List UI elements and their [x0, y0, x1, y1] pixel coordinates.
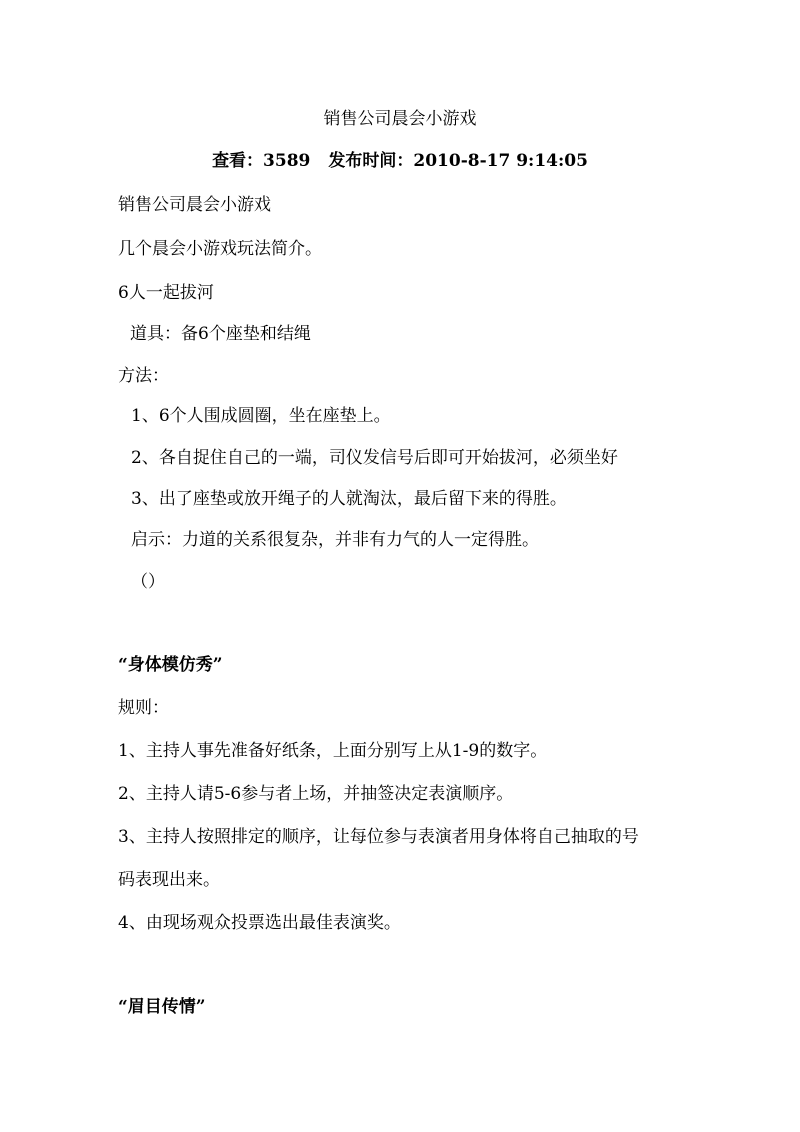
props-line: 道具：备6个座垫和结绳	[130, 324, 311, 344]
section-heading: 销售公司晨会小游戏	[118, 195, 271, 215]
paren-line: （）	[131, 572, 165, 592]
rule-item: 3、主持人按照排定的顺序，让每位参与表演者用身体将自己抽取的号	[118, 827, 639, 847]
method-label: 方法：	[118, 366, 169, 386]
method-step: 1、6个人围成圆圈，坐在座垫上。	[131, 406, 391, 426]
rule-item: 2、主持人请5-6参与者上场，并抽签决定表演顺序。	[118, 784, 514, 804]
rule-item: 1、主持人事先准备好纸条，上面分别写上从1-9的数字。	[118, 741, 548, 761]
rules-label: 规则：	[118, 698, 169, 718]
method-step: 3、出了座垫或放开绳子的人就淘汰，最后留下来的得胜。	[131, 489, 567, 509]
game-title: 6人一起拔河	[118, 283, 214, 303]
intro-paragraph: 几个晨会小游戏玩法简介。	[118, 239, 322, 259]
view-count: 查看：3589	[212, 151, 311, 171]
game-title: “眉目传情”	[118, 997, 206, 1017]
document-title: 销售公司晨会小游戏	[323, 109, 477, 129]
rule-item: 码表现出来。	[118, 870, 220, 890]
game-title: “身体模仿秀”	[118, 655, 223, 675]
insight-line: 启示：力道的关系很复杂，并非有力气的人一定得胜。	[131, 530, 539, 550]
publish-time: 发布时间：2010-8-17 9:14:05	[328, 151, 588, 171]
method-step: 2、各自捉住自己的一端，司仪发信号后即可开始拔河，必须坐好	[131, 448, 618, 468]
document-meta	[0, 150, 800, 172]
rule-item: 4、由现场观众投票选出最佳表演奖。	[118, 913, 401, 933]
